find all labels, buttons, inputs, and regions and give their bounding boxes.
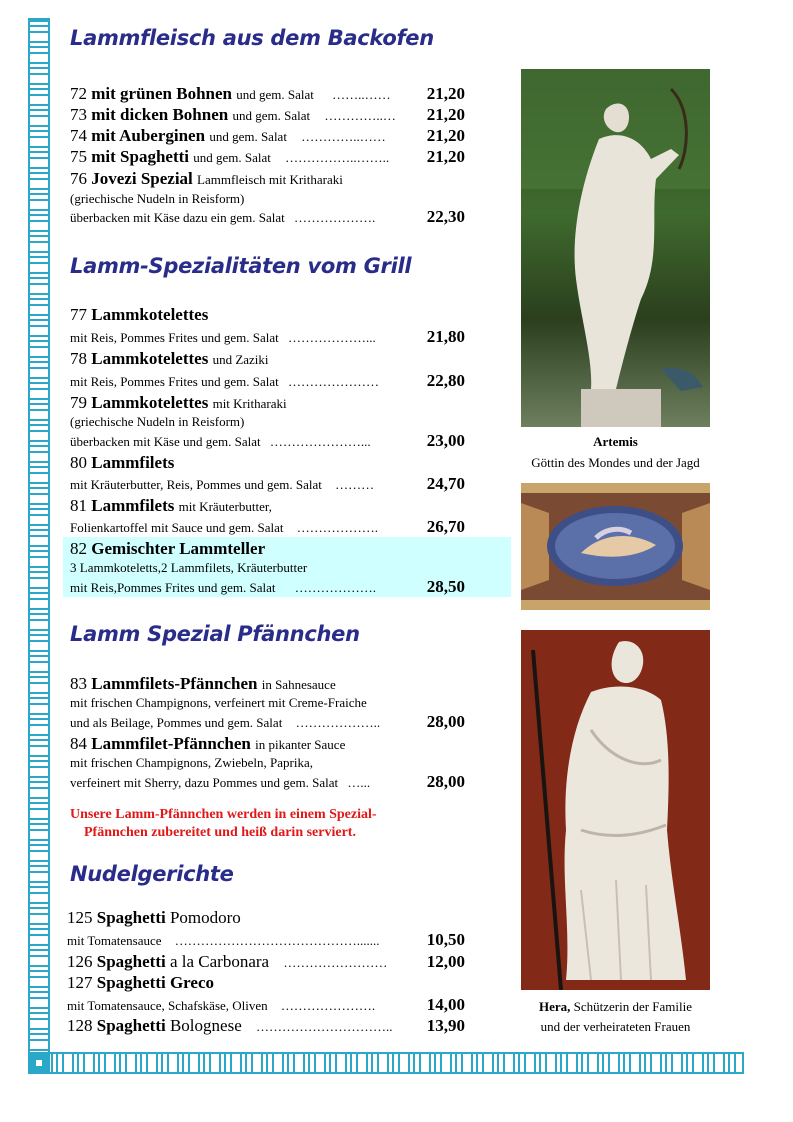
menu-item-81-line2: Folienkartoffel mit Sauce und gem. Salat ………………. 26,70 (70, 517, 465, 536)
section-heading-grill: Lamm-Spezialitäten vom Grill (70, 254, 412, 278)
hera-statue-image (521, 630, 710, 990)
hera-caption-line1: Hera, Schützerin der Familie (538, 999, 693, 1014)
hera-caption-line2: und der verheirateten Frauen (540, 1019, 691, 1034)
menu-item-76-line2: (griechische Nudeln in Reisform) (70, 191, 245, 206)
menu-item-84-line3: verfeinert mit Sherry, dazu Pommes und gem. Salat …... 28,00 (70, 772, 465, 791)
menu-item-83: 83 Lammfilets-Pfännchen in Sahnesauce (70, 674, 336, 693)
menu-item-75: 75 mit Spaghetti und gem. Salat ……………..…….. 21,20 (70, 147, 465, 166)
greek-key-border-left (28, 18, 50, 1070)
menu-item-77: 77 Lammkotelettes (70, 305, 209, 324)
note-line-1: Unsere Lamm-Pfännchen werden in einem Spezial- (70, 807, 377, 822)
section-heading-nudelgerichte: Nudelgerichte (70, 862, 234, 886)
menu-item-77-line2: mit Reis, Pommes Frites und gem. Salat ………………... 21,80 (70, 327, 465, 346)
menu-item-84-line2: mit frischen Champignons, Zwiebeln, Paprika, (70, 755, 313, 770)
menu-item-73: 73 mit dicken Bohnen und gem. Salat …………..… 21,20 (70, 105, 465, 124)
menu-item-127-line2: mit Tomatensauce, Schafskäse, Oliven …………………. 14,00 (67, 995, 465, 1014)
menu-item-74: 74 mit Auberginen und gem. Salat …………..…… 21,20 (70, 126, 465, 145)
menu-item-128: 128 Spaghetti Bolognese ………………………….. 13,90 (67, 1016, 465, 1035)
menu-item-76-line3: überbacken mit Käse dazu ein gem. Salat ………………. 22,30 (70, 207, 465, 226)
note-line-2: Pfännchen zubereitet und heiß darin serviert. (84, 825, 356, 840)
menu-item-78-line2: mit Reis, Pommes Frites und gem. Salat ………………… 22,80 (70, 371, 465, 390)
menu-item-76: 76 Jovezi Spezial Lammfleisch mit Kritharaki (70, 169, 343, 188)
menu-item-79-line3: überbacken mit Käse und gem. Salat …………………... 23,00 (70, 431, 465, 450)
menu-item-127: 127 Spaghetti Greco (67, 973, 215, 992)
artemis-statue-image (521, 69, 710, 427)
section-heading-pfaennchen: Lamm Spezial Pfännchen (70, 622, 360, 646)
section-heading-backofen: Lammfleisch aus dem Backofen (70, 26, 434, 50)
menu-item-83-line3: und als Beilage, Pommes und gem. Salat ……………….. 28,00 (70, 712, 465, 731)
greek-key-border-bottom (28, 1052, 744, 1074)
menu-item-82: 82 Gemischter Lammteller (70, 539, 266, 558)
menu-item-79: 79 Lammkotelettes mit Kritharaki (70, 393, 287, 412)
artemis-caption-desc: Göttin des Mondes und der Jagd (531, 455, 700, 470)
menu-item-83-line2: mit frischen Champignons, verfeinert mit Creme-Fraiche (70, 695, 367, 710)
menu-item-82-line3: mit Reis,Pommes Frites und gem. Salat ………………. 28,50 (70, 577, 465, 596)
menu-item-125: 125 Spaghetti Pomodoro (67, 908, 241, 927)
greek-key-corner (28, 1052, 50, 1074)
artemis-caption-name: Artemis (593, 434, 638, 449)
menu-item-80-line2: mit Kräuterbutter, Reis, Pommes und gem. Salat ……… 24,70 (70, 474, 465, 493)
menu-item-80: 80 Lammfilets (70, 453, 175, 472)
menu-item-126: 126 Spaghetti a la Carbonara …………………… 12,00 (67, 952, 465, 971)
menu-item-78: 78 Lammkotelettes und Zaziki (70, 349, 269, 368)
menu-item-82-line2: 3 Lammkoteletts,2 Lammfilets, Kräuterbutter (70, 560, 308, 575)
ceiling-painting-image (521, 483, 710, 610)
pfaennchen-note (70, 806, 377, 842)
menu-item-79-line2: (griechische Nudeln in Reisform) (70, 414, 245, 429)
menu-item-81: 81 Lammfilets mit Kräuterbutter, (70, 496, 272, 515)
menu-item-84: 84 Lammfilet-Pfännchen in pikanter Sauce (70, 734, 346, 753)
menu-item-125-line2: mit Tomatensauce ……………………………………....... 10,50 (67, 930, 465, 949)
menu-item-72: 72 mit grünen Bohnen und gem. Salat ……..…… 21,20 (70, 84, 465, 103)
